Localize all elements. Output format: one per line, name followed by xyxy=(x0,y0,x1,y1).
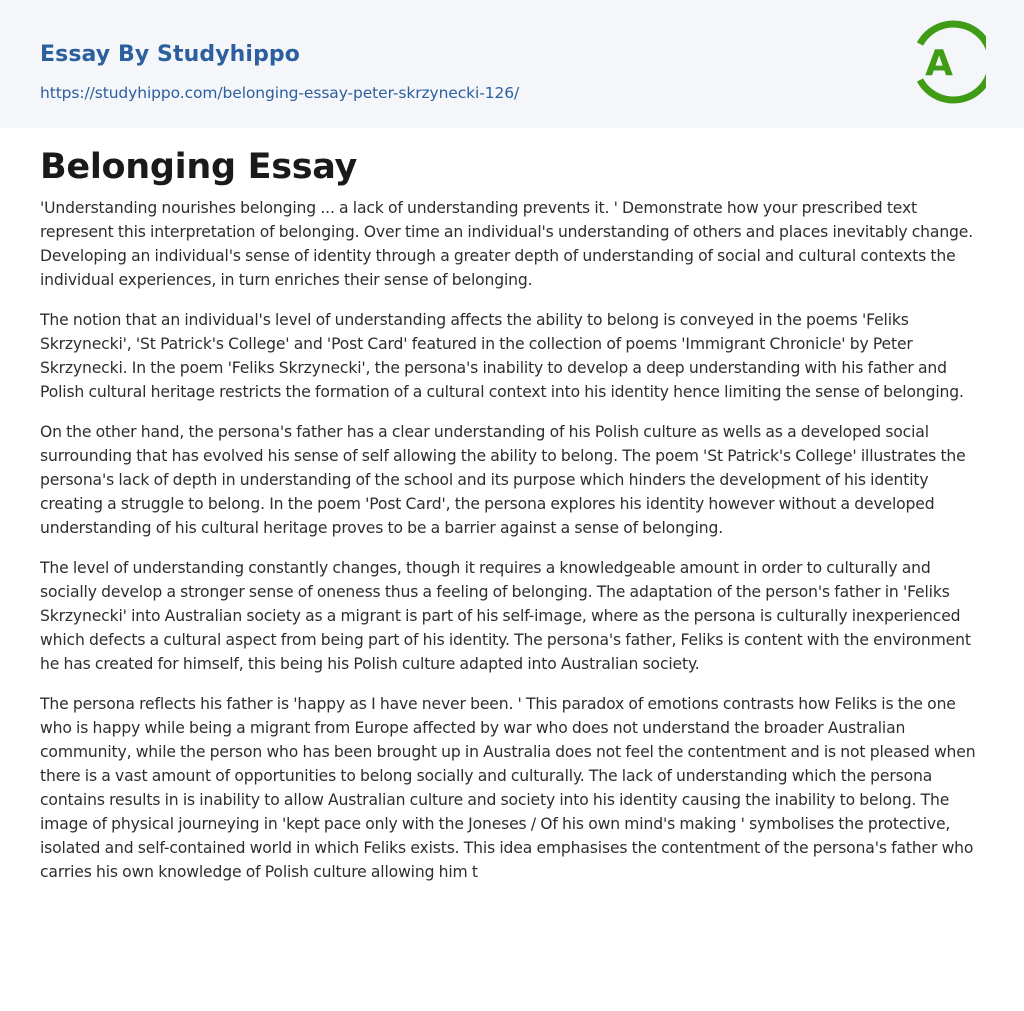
page-title: Belonging Essay xyxy=(40,147,358,187)
essay-paragraph: On the other hand, the persona's father has a clear understanding of his Polish culture as wells as a developed social surrounding that has evolved his sense of self allowing the ability to belong. The poem 'St Patrick's College' illustrates the persona's lack of depth in understanding of the school and its purpose which hinders the development of his identity creating a struggle to belong. In the poem 'Post Card', the persona explores his identity however without a developed understanding of his cultural heritage proves to be a barrier against a sense of belonging. xyxy=(40,423,966,537)
essay-paragraph: The persona reflects his father is 'happy as I have never been. ' This paradox of emotions contrasts how Feliks is the one who is happy while being a migrant from Europe affected by war who does not understand the broader Australian community, while the person who has been brought up in Australia does not feel the contentment and is not pleased when there is a vast amount of opportunities to belong socially and culturally. The lack of understanding which the persona contains results in is inability to allow Australian culture and society into his identity causing the inability to belong. The image of physical journeying in 'kept pace only with the Joneses / Of his own mind's making ' symbolises the protective, isolated and self-contained world in which Feliks exists. This idea emphasises the contentment of the persona's father who carries his own knowledge of Polish culture allowing him t xyxy=(40,695,976,881)
site-header xyxy=(0,0,1024,128)
essay-paragraph: The level of understanding constantly changes, though it requires a knowledgeable amount in order to culturally and socially develop a stronger sense of oneness thus a feeling of belonging. The adaptation of the person's father in 'Feliks Skrzynecki' into Australian society as a migrant is part of his self-image, where as the persona is culturally inexperienced which defects a cultural aspect from being part of his identity. The persona's father, Feliks is content with the environment he has created for himself, this being his Polish culture adapted into Australian society. xyxy=(40,559,971,673)
article xyxy=(0,146,1024,884)
site-title[interactable]: Essay By Studyhippo xyxy=(40,42,300,67)
studyhippo-logo-icon[interactable] xyxy=(912,18,986,106)
essay-paragraph: The notion that an individual's level of understanding affects the ability to belong is conveyed in the poems 'Feliks Skrzynecki', 'St Patrick's College' and 'Post Card' featured in the collection of poems 'Immigrant Chronicle' by Peter Skrzynecki. In the poem 'Feliks Skrzynecki', the persona's inability to develop a deep understanding with his father and Polish cultural heritage restricts the formation of a cultural context into his identity hence limiting the sense of belonging. xyxy=(40,311,964,401)
page-url-link[interactable]: https://studyhippo.com/belonging-essay-peter-skrzynecki-126/ xyxy=(40,84,520,102)
essay-paragraph: 'Understanding nourishes belonging ... a lack of understanding prevents it. ' Demonstrate how your prescribed text represent this interpretation of belonging. Over time an individual's understanding of others and places inevitably change. Developing an individual's sense of identity through a greater depth of understanding of social and cultural contexts the individual experiences, in turn enriches their sense of belonging. xyxy=(40,199,974,289)
logo-letter: A xyxy=(925,43,953,84)
